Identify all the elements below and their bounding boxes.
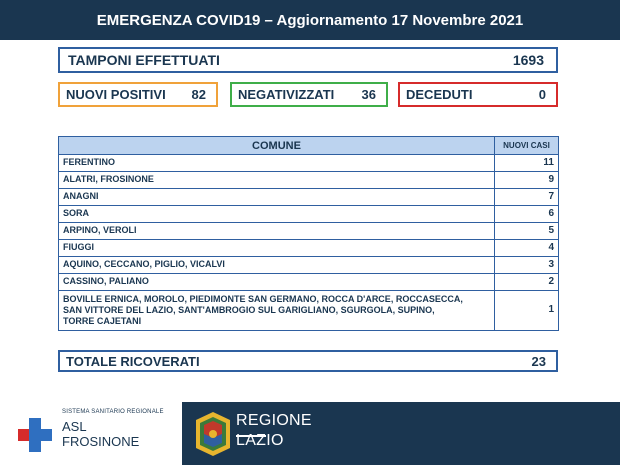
table-row — [59, 240, 559, 257]
tamponi-value: 1693 — [512, 52, 544, 68]
deceduti-label: DECEDUTI — [406, 87, 473, 102]
casi-cell: 1 — [495, 291, 559, 331]
asl-name-line2: FROSINONE — [62, 433, 140, 449]
comune-line: TORRE CAJETANI — [63, 316, 142, 327]
nuovi-positivi-label: NUOVI POSITIVI — [66, 87, 166, 102]
table-row — [59, 274, 559, 291]
table-row — [59, 291, 559, 331]
table-row — [59, 189, 559, 206]
page-title: EMERGENZA COVID19 – Aggiornamento 17 Novembre 2021 — [96, 11, 524, 29]
totale-ricoverati-value: 23 — [531, 353, 546, 369]
regione-lazio-emblem-icon — [193, 410, 233, 458]
totale-ricoverati-box — [58, 350, 558, 372]
comune-cell: ALATRI, FROSINONE — [59, 172, 495, 189]
negativizzati-box — [230, 82, 388, 107]
comune-cell: SORA — [59, 206, 495, 223]
comune-cell: ANAGNI — [59, 189, 495, 206]
negativizzati-label: NEGATIVIZZATI — [238, 87, 335, 102]
nuovi-positivi-box — [58, 82, 218, 107]
table-header-row — [59, 137, 559, 155]
asl-subtitle: SISTEMA SANITARIO REGIONALE — [62, 409, 164, 415]
asl-name — [62, 420, 139, 450]
casi-cell: 2 — [495, 274, 559, 291]
header-comune: COMUNE — [59, 137, 495, 155]
comune-cell: FERENTINO — [59, 155, 495, 172]
negativizzati-value: 36 — [361, 87, 376, 102]
comuni-table — [58, 136, 559, 331]
comune-cell: CASSINO, PALIANO — [59, 274, 495, 291]
regione-lazio-text — [236, 411, 312, 451]
comune-cell: ARPINO, VEROLI — [59, 223, 495, 240]
regione-line2: LAZIO — [236, 432, 284, 449]
tamponi-label: TAMPONI EFFETTUATI — [68, 52, 220, 68]
deceduti-value: 0 — [538, 87, 546, 102]
table-row — [59, 155, 559, 172]
asl-name-line1: ASL — [62, 419, 87, 434]
header-nuovi-casi: NUOVI CASI — [495, 137, 559, 155]
table-row — [59, 257, 559, 274]
table-row — [59, 223, 559, 240]
casi-cell: 5 — [495, 223, 559, 240]
casi-cell: 6 — [495, 206, 559, 223]
comune-cell: FIUGGI — [59, 240, 495, 257]
medical-cross-icon — [18, 418, 52, 452]
page-header — [0, 0, 620, 40]
nuovi-positivi-value: 82 — [191, 87, 206, 102]
casi-cell: 4 — [495, 240, 559, 257]
table-row — [59, 206, 559, 223]
casi-cell: 11 — [495, 155, 559, 172]
comune-cell — [59, 291, 495, 331]
casi-cell: 9 — [495, 172, 559, 189]
comune-cell: AQUINO, CECCANO, PIGLIO, VICALVI — [59, 257, 495, 274]
tamponi-box — [58, 47, 558, 73]
totale-ricoverati-label: TOTALE RICOVERATI — [66, 353, 200, 369]
comune-line: SAN VITTORE DEL LAZIO, SANT'AMBROGIO SUL GARIGLIANO, SGURGOLA, SUPINO, — [63, 304, 435, 315]
comune-line: BOVILLE ERNICA, MOROLO, PIEDIMONTE SAN GERMANO, ROCCA D'ARCE, ROCCASECCA, — [63, 293, 463, 304]
table-row — [59, 172, 559, 189]
deceduti-box — [398, 82, 558, 107]
regione-line1: REGIONE — [236, 412, 312, 429]
casi-cell: 7 — [495, 189, 559, 206]
casi-cell: 3 — [495, 257, 559, 274]
